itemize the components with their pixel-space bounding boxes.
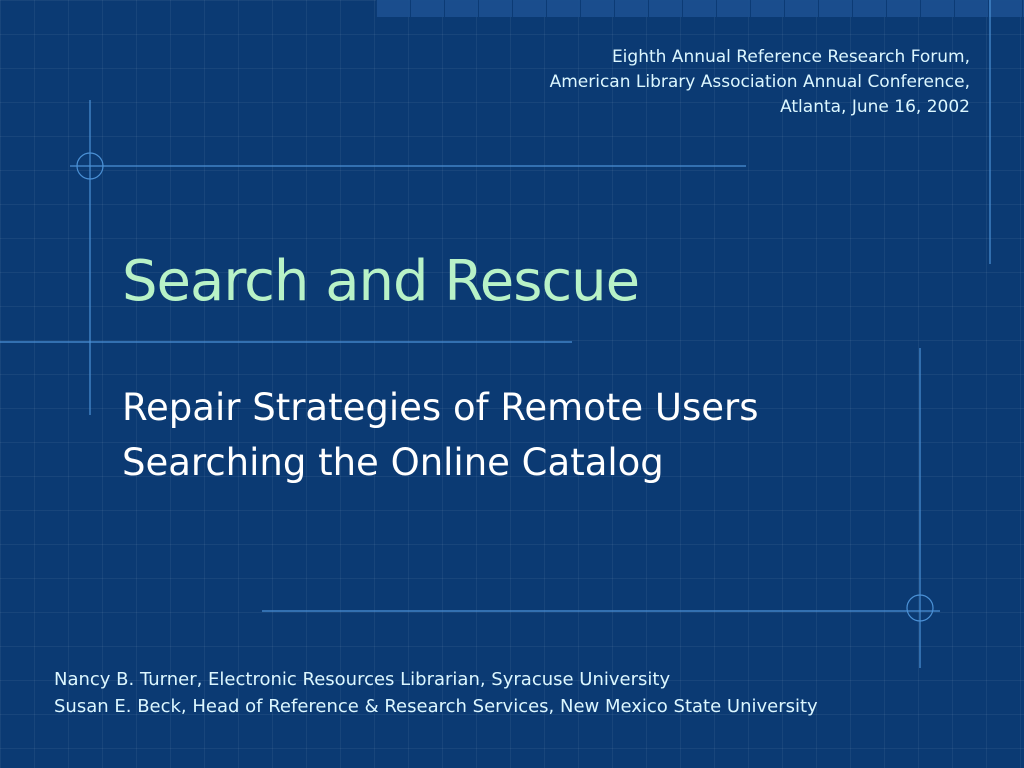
conference-organization: American Library Association Annual Conference, (549, 72, 970, 92)
subtitle-line-one: Repair Strategies of Remote Users (122, 386, 759, 429)
slide-subtitle (122, 380, 759, 490)
conference-date: Atlanta, June 16, 2002 (780, 97, 970, 117)
slide-title: Search and Rescue (122, 249, 640, 314)
author-susan-beck: Susan E. Beck, Head of Reference & Research Services, New Mexico State University (54, 696, 818, 717)
conference-name: Eighth Annual Reference Research Forum, (611, 47, 970, 67)
subtitle-line-two: Searching the Online Catalog (122, 441, 664, 484)
author-nancy-turner: Nancy B. Turner, Electronic Resources Librarian, Syracuse University (54, 669, 671, 690)
author-list (54, 666, 818, 720)
conference-information (550, 45, 970, 120)
